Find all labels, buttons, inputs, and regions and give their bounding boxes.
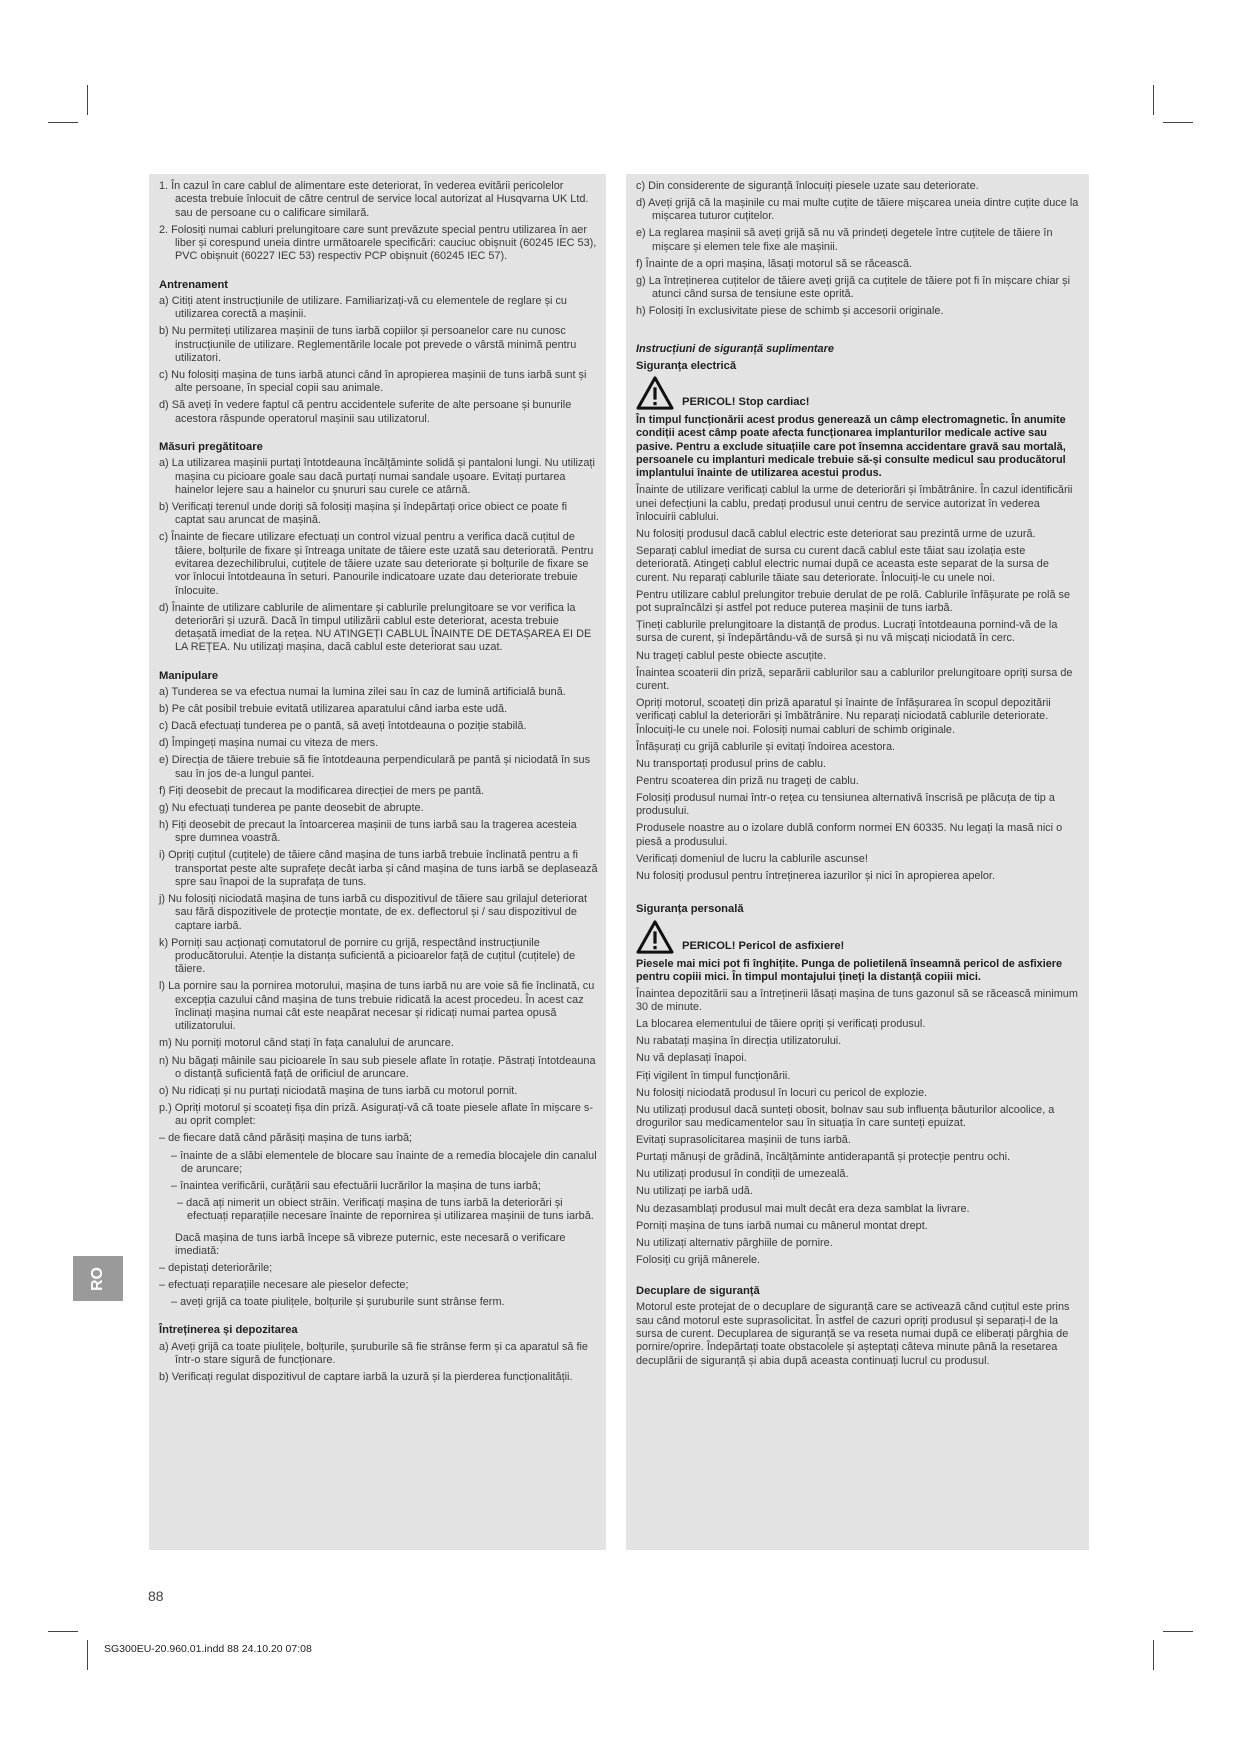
list-item: e) La reglarea mașinii să aveți grijă să nu vă prindeți degetele între cuțitele de tăiere în mișcare și elemen tele fixe ale mașinii. (636, 227, 1053, 253)
paragraph: Dacă mașina de tuns iarbă începe să vibreze puternic, este necesară o verificare imediată: (175, 1231, 566, 1257)
section-heading-manipulare: Manipulare (159, 669, 219, 682)
section-heading-decuplare: Decuplare de siguranță (636, 1285, 760, 1298)
list-item: a) La utilizarea mașinii purtați întotdeauna încălțăminte solidă și pantaloni lungi. Nu utilizați mașina cu picioare goale sau dacă purtați numai sandale ușoare. Evitați purtarea hainelor lejere sau a hainelor cu șnururi sau curele ce atârnă. (159, 457, 595, 496)
list-item: b) Nu permiteți utilizarea mașinii de tuns iarbă copiilor și persoanelor care nu cunosc instrucțiunile de utilizare. Reglementările locale pot prevede o vârstă minimă pentru utilizatori. (159, 325, 577, 364)
list-item: f) Înainte de a opri mașina, lăsați motorul să se răcească. (636, 257, 913, 270)
paragraph: Separați cablul imediat de sursa cu curent dacă cablul este tăiat sau izolația este deteriorată. Atingeți cablul electric numai după ce aceasta este separat de la sursa de curent. Nu reparați cablurile tăiate sau deteriorate. Înlocuiți-le cu unele noi. (636, 545, 1049, 584)
list-item: b) Verificați terenul unde doriți să folosiți mașina și îndepărtați orice obiect ce poate fi captat sau aruncat de mașină. (159, 500, 568, 527)
list-item: b) Pe cât posibil trebuie evitată utilizarea aparatului când iarba este udă. (159, 703, 508, 716)
warning-triangle-icon (636, 376, 674, 410)
language-tab-label: RO (89, 1266, 106, 1291)
list-item: p.) Opriți motorul și scoateți fișa din priză. Asigurați-vă că toate piesele aflate în mișcare s-au oprit complet: (159, 1102, 593, 1128)
left-column (149, 174, 606, 1550)
sub-list-item: – depistați deteriorările; (159, 1262, 273, 1274)
print-footer: SG300EU-20.960.01.indd 88 24.10.20 07:08 (104, 1643, 312, 1655)
paragraph: Pentru scoaterea din priză nu trageți de cablu. (636, 774, 859, 787)
paragraph: La blocarea elementului de tăiere opriți și verificați produsul. (636, 1018, 926, 1031)
sub-list-item: – efectuați reparațiile necesare ale pieselor defecte; (159, 1279, 409, 1292)
list-item: 2. Folosiți numai cabluri prelungitoare care sunt prevăzute special pentru utilizarea în aer liber și corespund uneia dintre următoarele specificări: cauciuc obișnuit (60245 IEC 53), PVC obișnuit (60227 IEC 53) respectiv PCP obișnuit (60245 IEC 57). (159, 223, 597, 263)
paragraph: Înaintea depozitării sau a întreținerii lăsați mașina de tuns gazonul să se răcească minimum 30 de minute. (636, 987, 1078, 1014)
list-item: m) Nu porniți motorul când stați în fața canalului de aruncare. (159, 1037, 454, 1050)
paragraph: Pentru utilizare cablul prelungitor trebuie derulat de pe rolă. Cablurile înfășurate pe rolă se pot supraîncălzi și astfel pot reduce puterea mașinii de tuns iarbă. (636, 588, 1071, 615)
paragraph: Nu folosiți produsul dacă cablul electric este deteriorat sau prezintă urme de uzură. (636, 528, 1036, 541)
list-item: d) Împingeți mașina numai cu viteza de mers. (159, 737, 379, 750)
section-heading-antrenament: Antrenament (159, 278, 228, 291)
paragraph: Nu utilizați produsul dacă sunteți obosit, bolnav sau sub influența băuturilor alcoolice, a drogurilor sau medicamentelor sau în situația în care sunteți epuizat. (636, 1103, 1055, 1130)
warning-danger-cardiac (636, 376, 1081, 410)
list-item: c) Nu folosiți mașina de tuns iarbă atunci când în apropierea mașinii de tuns iarbă sunt și alte persoane, în special copii sau animale. (159, 368, 587, 395)
list-item: g) Nu efectuați tunderea pe pante deosebit de abrupte. (159, 801, 424, 814)
paragraph: Țineți cablurile prelungitoare la distanță de produs. Lucrați întotdeauna pornind-vă de la sursa de curent, și îndepărtându-vă de sursă și nu vă mișcați niciodată în cerc. (636, 619, 1058, 645)
list-item: a) Citiți atent instrucțiunile de utilizare. Familiarizați-vă cu elementele de reglare și cu utilizarea corectă a mașinii. (159, 294, 567, 321)
paragraph: Folosiți cu grijă mânerele. (636, 1253, 761, 1266)
paragraph: Purtați mănuși de grădină, încălțăminte antiderapantă și protecție pentru ochi. (636, 1151, 1011, 1164)
crop-mark (1163, 1631, 1193, 1632)
crop-mark (48, 1631, 78, 1632)
list-item: g) La întreținerea cuțitelor de tăiere aveți grijă ca cuțitele de tăiere pot fi în mișcare chiar și atunci când sursa de tensiune este oprită. (636, 274, 1071, 301)
section-heading-instructiuni: Instrucțiuni de siguranță suplimentare (636, 342, 834, 355)
sub-list-item: – înainte de a slăbi elementele de blocare sau înainte de a remedia blocajele din canalul de aruncare; (171, 1149, 597, 1175)
crop-mark (48, 122, 78, 123)
list-item: f) Fiți deosebit de precaut la modificarea direcției de mers pe pantă. (159, 784, 485, 797)
section-heading-masuri: Măsuri pregătitoare (159, 440, 263, 453)
list-item: e) Direcția de tăiere trebuie să fie întotdeauna perpendiculară pe pantă și niciodată în sus sau în jos de-a lungul pantei. (159, 754, 591, 780)
warning-title: PERICOL! Pericol de asfixiere! (682, 939, 845, 952)
list-item: a) Tunderea se va efectua numai la lumina zilei sau în caz de lumină artificială bună. (159, 686, 566, 699)
sub-list-item: – de fiecare dată când părăsiți mașina de tuns iarbă; (159, 1132, 413, 1145)
list-item: o) Nu ridicați și nu purtați niciodată mașina de tuns iarbă cu motorul pornit. (159, 1084, 518, 1097)
warning-triangle-icon (636, 920, 674, 954)
section-heading-electric: Siguranța electrică (636, 359, 737, 372)
list-item: l) La pornire sau la pornirea motorului, mașina de tuns iarbă nu are voie să fie înclinată, cu excepția cazului când mașina de tuns trebuie ridicată la acest procedeu. În acest caz înclinați mașina numai cât este neapărat necesar și ridicați numai partea opusă utilizatorului. (159, 980, 595, 1033)
list-item: k) Porniți sau acționați comutatorul de pornire cu grijă, respectând instrucțiunile producătorului. Atenție la distanța suficientă a picioarelor față de cuțitul (cuțitele) de tăiere. (159, 936, 576, 976)
right-column (626, 174, 1089, 1550)
paragraph: Verificați domeniul de lucru la cablurile ascunse! (636, 852, 868, 865)
list-item: h) Fiți deosebit de precaut la întoarcerea mașinii de tuns iarbă sau la tragerea acesteia spre dumnea voastră. (159, 819, 577, 845)
sub-list-item: – înaintea verificării, curățării sau efectuării lucrărilor la mașina de tuns iarbă; (171, 1179, 541, 1192)
crop-mark (1153, 1640, 1154, 1670)
paragraph: Nu rabatați mașina în direcția utilizatorului. (636, 1035, 842, 1048)
list-item: c) Înainte de fiecare utilizare efectuați un control vizual pentru a verifica dacă cuțitul de tăiere, bolțurile de fixare și întreaga unitate de tăiere este uzată sau deteriorată. Pentru evitarea dezechilibrului, cuțitele de tăiere uzate sau deteriorate și bolțurile de fixare se vor înlocui întotdeauna în seturi. Panourile indicatoare uzate dau deteriorate trebuie înlocuite. (159, 531, 594, 597)
paragraph: Folosiți produsul numai într-o rețea cu tensiunea alternativă înscrisă pe plăcuța de tip a produsului. (636, 792, 1055, 818)
paragraph: Înaintea scoaterii din priză, separării cablurilor sau a cablurilor prelungitoare opriți sursa de curent. (636, 666, 1073, 692)
list-item: n) Nu băgați mâinile sau picioarele în sau sub piesele aflate în rotație. Păstrați întotdeauna o distanță suficientă față de orificiul de aruncare. (159, 1054, 596, 1080)
list-item: c) Dacă efectuați tunderea pe o pantă, să aveți întotdeauna o poziție stabilă. (159, 720, 527, 733)
paragraph: Produsele noastre au o izolare dublă conform normei EN 60335. Nu legați la masă nici o piesă a produsului. (636, 822, 1063, 848)
language-tab (73, 1256, 123, 1301)
list-item: b) Verificați regulat dispozitivul de captare iarbă la uzură și la pierderea funcționalității. (159, 1371, 573, 1384)
paragraph: Nu utilizați alternativ pârghiile de pornire. (636, 1236, 833, 1249)
warning-text: Piesele mai mici pot fi înghițite. Punga de polietilenă înseamnă pericol de asfixiere pentru copiii mici. În timpul montajului țineți la distanță copiii mici. (636, 957, 1063, 983)
list-item: a) Aveți grijă ca toate piulițele, bolțurile, șuruburile să fie strânse ferm și ca aparatul să fie într-o stare sigură de funcționare. (159, 1340, 588, 1367)
list-item: i) Opriți cuțitul (cuțitele) de tăiere când mașina de tuns iarbă trebuie înclinată pentru a fi transportat peste alte suprafețe decât iarba și când mașina de tuns iarbă se deplasează spre sau înapoi de la suprafața de tuns. (159, 849, 598, 889)
list-item: d) Să aveți în vedere faptul că pentru accidentele suferite de alte persoane și bunurile acestora răspunde operatorul mașinii sau utilizatorul. (159, 399, 572, 425)
paragraph: Nu utilizați pe iarbă udă. (636, 1185, 753, 1198)
sub-list-item: – dacă ați nimerit un obiect străin. Verificați mașina de tuns iarbă la deteriorări și efectuați reparațiile necesare înainte de repornirea și utilizarea mașinii de tuns iarbă. (177, 1197, 594, 1223)
paragraph: Nu vă deplasați înapoi. (636, 1052, 747, 1065)
paragraph: Nu folosiți produsul pentru întreținerea iazurilor și nici în apropierea apelor. (636, 869, 995, 882)
paragraph: Nu dezasamblați produsul mai mult decât era deza samblat la livrare. (636, 1202, 970, 1215)
crop-mark (1163, 122, 1193, 123)
paragraph: Înfășurați cu grijă cablurile și evitați îndoirea acestora. (636, 740, 896, 753)
warning-text: În timpul funcționării acest produs generează un câmp electromagnetic. În anumite condiții acest câmp poate afecta funcționarea implanturilor medicale active sau pasive. Pentru a exclude situațiile care pot însemna accidentare gravă sau mortală, persoanele cu implanturi medicale trebuie să-și consulte medicul sau producătorul implantului înainte de utilizarea acestui produs. (636, 414, 1066, 480)
page-number: 88 (148, 1588, 164, 1604)
paragraph: Opriți motorul, scoateți din priză aparatul și înainte de înfășurarea în scopul depozitării verificați cablul la deteriorări și îmbătrânire. Nu reparați niciodată cablurile deteriorate. Înlocuiți-le cu unele noi. Folosiți numai cabluri de schimb originale. (636, 697, 1051, 736)
warning-title: PERICOL! Stop cardiac! (682, 396, 810, 409)
list-item: 1. În cazul în care cablul de alimentare este deteriorat, în vederea evitării pericolelor acesta trebuie înlocuit de către centrul de service local autorizat al Husqvarna UK Ltd. sau de persoane cu o calificare similară. (159, 180, 589, 219)
paragraph: Nu folosiți niciodată produsul în locuri cu pericol de explozie. (636, 1086, 928, 1099)
paragraph: Motorul este protejat de o decuplare de siguranță care se activează când cuțitul este prins sau când motorul este suprasolicitat. În astfel de cazuri opriți produsul și separați-l de la sursa de curent. Decuplarea de siguranță se va reseta numai după ce eliberați pârghia de pornire/oprire. Îndepărtați toate obstacolele și așteptați câteva minute până la resetarea decuplării de siguranță și abia după aceasta continuați lucrul cu produsul. (636, 1301, 1070, 1367)
paragraph: Nu transportați produsul prins de cablu. (636, 757, 827, 770)
section-heading-personal: Siguranța personală (636, 903, 744, 916)
paragraph: Nu trageți cablul peste obiecte ascuțite. (636, 649, 827, 662)
paragraph: Nu utilizați produsul în condiții de umezeală. (636, 1168, 849, 1181)
list-item: c) Din considerente de siguranță înlocuiți piesele uzate sau deteriorate. (636, 180, 979, 192)
list-item: j) Nu folosiți niciodată mașina de tuns iarbă cu dispozitivul de tăiere sau grilajul deteriorat sau fără dispozitivele de protecție montate, de ex. deflectorul și / sau dispozitivul de captare iarbă. (159, 893, 587, 932)
list-item: h) Folosiți în exclusivitate piese de schimb și accesorii originale. (636, 305, 944, 318)
paragraph: Evitați suprasolicitarea mașinii de tuns iarbă. (636, 1134, 851, 1147)
crop-mark (87, 85, 88, 115)
list-item: d) Aveți grijă că la mașinile cu mai multe cuțite de tăiere mișcarea uneia dintre cuțite duce la mișcarea tuturor cuțitelor. (636, 197, 1079, 223)
paragraph: Fiți vigilent în timpul funcționării. (636, 1069, 791, 1082)
list-item: d) Înainte de utilizare cablurile de alimentare și cablurile prelungitoare se vor verifica la deteriorări și uzură. Dacă în timpul utilizării cablul este deteriorat, acesta trebuie detașată imediat de la rețea. NU ATINGEȚI CABLUL ÎNAINTE DE DETAȘAREA EI DE LA REȚEA. Nu utilizați mașina, dacă cablul este deteriorat sau uzat. (159, 601, 592, 654)
section-heading-intretinere: Întreținerea și depozitarea (159, 1324, 298, 1337)
paragraph: Porniți mașina de tuns iarbă numai cu mânerul montat drept. (636, 1219, 928, 1232)
crop-mark (87, 1640, 88, 1670)
warning-danger-asfixiere (636, 920, 1081, 954)
crop-mark (1153, 85, 1154, 115)
paragraph: Înainte de utilizare verificați cablul la urme de deteriorări și îmbătrânire. În cazul identificării unei defecțiuni la cablu, predați produsul unui centru de service autorizat în vederea înlocuirii cablului. (636, 484, 1073, 523)
sub-list-item: – aveți grijă ca toate piulițele, bolțurile și șuruburile sunt strânse ferm. (171, 1296, 505, 1309)
